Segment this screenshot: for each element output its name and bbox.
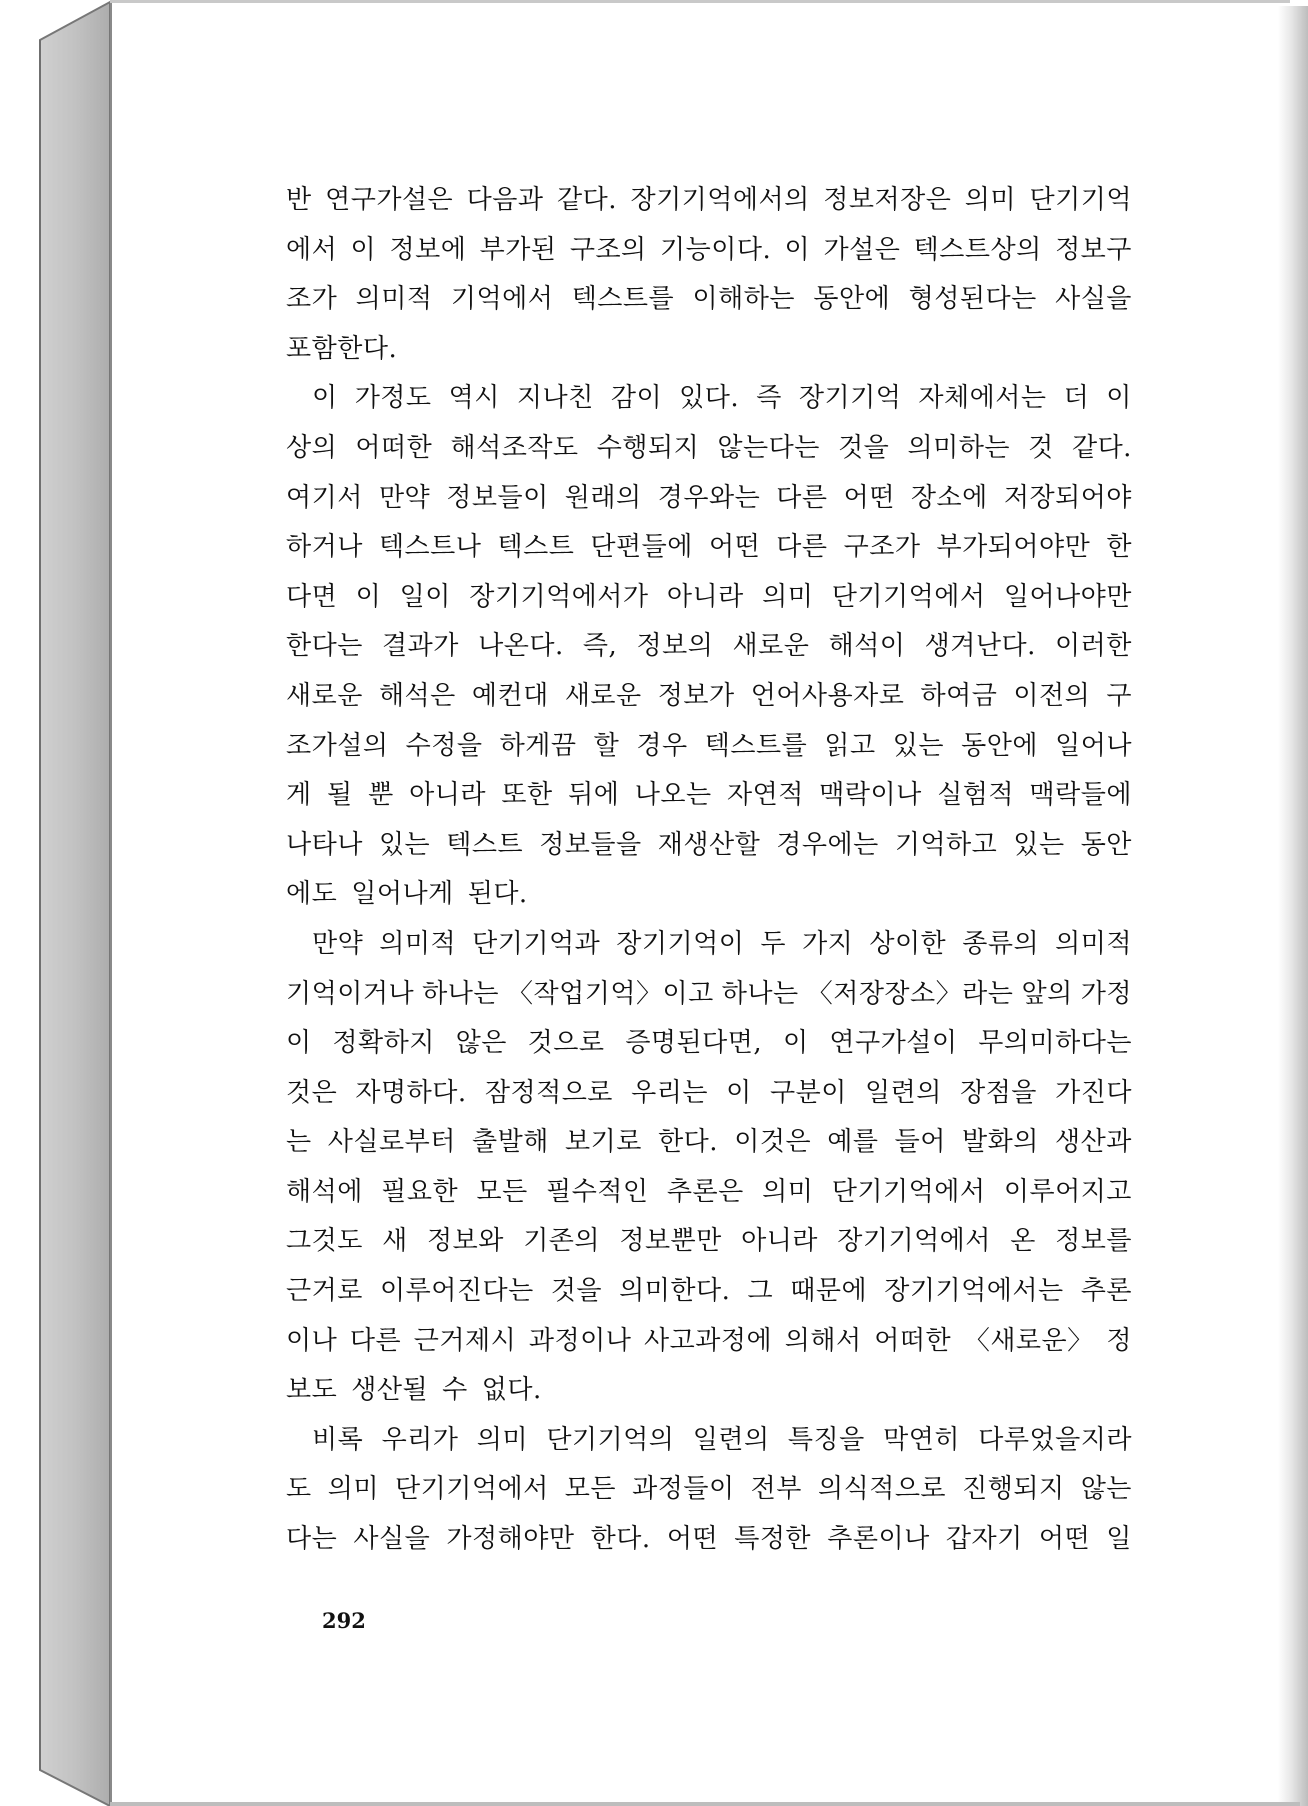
word: 정보들이 bbox=[446, 482, 549, 513]
word: 의미 bbox=[762, 581, 814, 612]
word: 어떤 bbox=[1038, 1524, 1091, 1555]
word: 것 bbox=[1028, 432, 1054, 463]
word: 일어나야만 bbox=[1003, 581, 1132, 612]
word: 새 bbox=[382, 1226, 408, 1257]
word: 즉, bbox=[582, 631, 618, 662]
word: 그 bbox=[747, 1276, 774, 1307]
word: 어떠한 bbox=[874, 1325, 952, 1356]
word: 의미한다. bbox=[619, 1276, 731, 1307]
word: 해석에 bbox=[286, 1176, 363, 1207]
text-line bbox=[286, 1267, 1132, 1317]
word: 나오는 bbox=[634, 780, 712, 811]
word: 맥락들에 bbox=[1029, 780, 1132, 811]
text-line bbox=[286, 1118, 1132, 1168]
word: 도 bbox=[286, 1474, 312, 1505]
word: 우리는 bbox=[631, 1077, 708, 1108]
word: 에도 bbox=[286, 879, 338, 910]
word: 보도 bbox=[286, 1375, 338, 1406]
word: 가진다 bbox=[1055, 1077, 1132, 1108]
word: 된다. bbox=[467, 879, 528, 910]
text-line bbox=[286, 672, 1132, 722]
word: 과정들이 bbox=[632, 1474, 735, 1505]
word: 우리가 bbox=[381, 1424, 459, 1455]
word: 텍스트 bbox=[497, 532, 575, 563]
word: 해석은 bbox=[378, 680, 456, 711]
page-bottom-edge bbox=[110, 1802, 1300, 1806]
text-line bbox=[286, 523, 1132, 573]
word: 사실로부터 bbox=[327, 1127, 456, 1158]
word: 만약 bbox=[378, 482, 431, 513]
word: 동안 bbox=[1080, 829, 1132, 860]
word: 이 bbox=[726, 1077, 752, 1108]
word: 동안에 bbox=[961, 730, 1038, 761]
word: 뿐 bbox=[368, 780, 394, 811]
word: 정보의 bbox=[636, 631, 714, 662]
word: 게 bbox=[286, 780, 312, 811]
word: 다음과 bbox=[466, 185, 544, 215]
word: 의미 bbox=[762, 1176, 814, 1207]
word: 장소에 bbox=[910, 482, 988, 513]
word: 자명하다. bbox=[355, 1077, 467, 1108]
word: 새로운 bbox=[286, 680, 363, 711]
word: 정보들을 bbox=[539, 829, 642, 860]
word: 반 bbox=[286, 185, 312, 215]
word: 있는 bbox=[378, 829, 431, 860]
word: 사실을 bbox=[1055, 284, 1132, 315]
word: 하나는 bbox=[721, 978, 799, 1009]
word: 의미적 bbox=[379, 928, 457, 959]
word: 역시 bbox=[448, 383, 500, 414]
word: 기존의 bbox=[523, 1226, 601, 1257]
word: 단편들에 bbox=[590, 532, 693, 563]
word: 전부 bbox=[750, 1474, 802, 1505]
word: 이 bbox=[784, 234, 811, 265]
word: 맥락이나 bbox=[819, 780, 922, 811]
word: 생산과 bbox=[1055, 1127, 1132, 1158]
word: 근거로 bbox=[286, 1276, 363, 1307]
word: 아니라 bbox=[409, 780, 486, 811]
word: 예컨대 bbox=[471, 680, 549, 711]
word: 상이한 bbox=[869, 928, 947, 959]
word: 발화의 bbox=[962, 1127, 1039, 1158]
word: 한다는 bbox=[286, 631, 363, 662]
word: 의해서 bbox=[784, 1325, 862, 1356]
text-line bbox=[286, 1317, 1132, 1367]
word: 필요한 bbox=[381, 1176, 459, 1207]
word: 보기로 bbox=[565, 1127, 642, 1158]
word: 상의 bbox=[286, 432, 338, 463]
word: 정보저장은 bbox=[823, 185, 952, 215]
word: 또한 bbox=[501, 780, 553, 811]
word: 될 bbox=[327, 780, 353, 811]
word: 자체에서는 bbox=[918, 383, 1047, 414]
word: 정확하지 bbox=[332, 1028, 435, 1059]
word: 조가설의 bbox=[286, 730, 389, 761]
word: 자연적 bbox=[727, 780, 804, 811]
text-line bbox=[286, 1366, 1132, 1416]
word: 추론 bbox=[1080, 1276, 1132, 1307]
word: 수정을 bbox=[405, 730, 483, 761]
word: 들어 bbox=[894, 1127, 946, 1158]
word: 조가 bbox=[286, 284, 338, 315]
word: 필수적인 bbox=[546, 1176, 649, 1207]
word: 이것은 bbox=[734, 1127, 812, 1158]
word: 것으로 bbox=[527, 1028, 605, 1059]
word: 사실을 bbox=[353, 1524, 431, 1555]
word: 수행되지 bbox=[596, 432, 700, 463]
text-line bbox=[286, 1069, 1132, 1119]
word: 수 bbox=[442, 1375, 468, 1406]
word: 예를 bbox=[827, 1127, 879, 1158]
word: 가지 bbox=[802, 928, 854, 959]
word: 가정해야만 bbox=[446, 1524, 575, 1555]
word: 않는 bbox=[1080, 1474, 1132, 1505]
word: 특정한 bbox=[734, 1524, 812, 1555]
text-line bbox=[286, 1019, 1132, 1069]
word: 어떠한 bbox=[355, 432, 433, 463]
word: 있는 bbox=[892, 730, 944, 761]
word: 때문에 bbox=[790, 1276, 868, 1307]
word: 장기기억 bbox=[798, 383, 902, 414]
word: 것을 bbox=[838, 432, 890, 463]
word: 의미적 bbox=[1055, 928, 1132, 959]
word: 구조가 bbox=[843, 532, 921, 563]
word: 지나친 bbox=[516, 383, 594, 414]
word: 더 bbox=[1063, 383, 1090, 414]
word: 증명된다면, bbox=[625, 1028, 763, 1059]
word: 단기기억의 bbox=[546, 1424, 675, 1455]
word: 가정 bbox=[1080, 978, 1132, 1009]
word: 부가되어야만 bbox=[936, 532, 1091, 563]
word: 의미하는 bbox=[907, 432, 1010, 463]
word: 나온다. bbox=[478, 631, 564, 662]
word: 다면 bbox=[286, 581, 338, 612]
word: 과정이나 bbox=[528, 1325, 632, 1356]
word: 가설은 bbox=[823, 234, 901, 265]
word: 다는 bbox=[286, 1524, 338, 1555]
word: 정보에 bbox=[389, 234, 467, 265]
word: 생겨난다. bbox=[924, 631, 1036, 662]
text-line bbox=[286, 970, 1132, 1020]
word: 그것도 bbox=[286, 1226, 363, 1257]
word: 여기서 bbox=[286, 482, 363, 513]
word: 단기기억 bbox=[1029, 185, 1132, 215]
word: 이해하는 bbox=[692, 284, 795, 315]
word: 〈작업기억〉이고 bbox=[507, 978, 714, 1009]
word: 텍스트상의 bbox=[913, 234, 1042, 265]
word: 이 bbox=[355, 581, 382, 612]
word: 모든 bbox=[476, 1176, 528, 1207]
word: 구 bbox=[1106, 680, 1132, 711]
word: 에서 bbox=[286, 234, 338, 265]
word: 앞의 bbox=[1021, 978, 1073, 1009]
word: 정 bbox=[1106, 1325, 1132, 1356]
text-line bbox=[286, 1416, 1132, 1466]
word: 의미 bbox=[327, 1474, 379, 1505]
word: 장기기억에서 bbox=[837, 1226, 991, 1257]
text-line bbox=[286, 771, 1132, 821]
word: 정보를 bbox=[1055, 1226, 1132, 1257]
word: 〈새로운〉 bbox=[963, 1325, 1094, 1356]
text-line bbox=[286, 1515, 1132, 1565]
word: 다른 bbox=[776, 482, 828, 513]
word: 무의미하다는 bbox=[978, 1028, 1132, 1059]
word: 있다. bbox=[679, 383, 740, 414]
word: 한다. bbox=[658, 1127, 719, 1158]
word: 장기기억에서의 bbox=[630, 185, 810, 215]
word: 읽고 bbox=[824, 730, 876, 761]
text-line bbox=[286, 226, 1132, 276]
word: 나타나 bbox=[286, 829, 363, 860]
word: 의미 bbox=[964, 185, 1017, 215]
word: 뒤에 bbox=[568, 780, 620, 811]
word: 장기기억에서가 bbox=[469, 581, 649, 612]
word: 는 bbox=[286, 1127, 312, 1158]
word: 것을 bbox=[550, 1276, 603, 1307]
word: 다루었을지라 bbox=[978, 1424, 1132, 1455]
word: 이루어지고 bbox=[1003, 1176, 1132, 1207]
text-line bbox=[286, 722, 1132, 772]
word: 기억하고 bbox=[894, 829, 998, 860]
word: 텍스트를 bbox=[704, 730, 808, 761]
word: 하거나 bbox=[286, 532, 363, 563]
word: 의미적 bbox=[355, 284, 433, 315]
word: 이루어진다는 bbox=[379, 1276, 534, 1307]
word: 다른 bbox=[349, 1325, 402, 1356]
word: 연구가설이 bbox=[829, 1028, 958, 1059]
word: 부가된 bbox=[479, 234, 557, 265]
word: 이 bbox=[286, 1028, 312, 1059]
word: 텍스트 bbox=[446, 829, 524, 860]
word: 감이 bbox=[610, 383, 663, 414]
word: 두 bbox=[760, 928, 787, 959]
word: 아니라 bbox=[666, 581, 744, 612]
word: 하여금 bbox=[920, 680, 998, 711]
word: 구조의 bbox=[569, 234, 647, 265]
word: 이 bbox=[1106, 383, 1132, 414]
word: 일어나게 bbox=[351, 879, 454, 910]
text-line bbox=[286, 573, 1132, 623]
word: 일이 bbox=[399, 581, 451, 612]
word: 한다. bbox=[590, 1524, 651, 1555]
page-number: 292 bbox=[322, 1608, 366, 1633]
word: 비록 bbox=[312, 1424, 364, 1455]
word: 없다. bbox=[481, 1375, 542, 1406]
book-spine bbox=[0, 0, 120, 1806]
word: 것은 bbox=[286, 1077, 338, 1108]
word: 이러한 bbox=[1055, 631, 1132, 662]
word: 단기기억에서 bbox=[395, 1474, 549, 1505]
text-line bbox=[286, 870, 1132, 920]
word: 일어나 bbox=[1055, 730, 1132, 761]
word: 언어사용자로 bbox=[750, 680, 905, 711]
word: 같다. bbox=[556, 185, 617, 215]
word: 장기기억에서는 bbox=[884, 1276, 1064, 1307]
body-text bbox=[286, 176, 1132, 1565]
word: 진행되지 bbox=[962, 1474, 1065, 1505]
word: 막연히 bbox=[883, 1424, 960, 1455]
word: 이 bbox=[782, 1028, 809, 1059]
word: 할 bbox=[593, 730, 620, 761]
word: 포함한다. bbox=[286, 333, 398, 364]
word: 경우에는 bbox=[776, 829, 879, 860]
word: 실험적 bbox=[937, 780, 1015, 811]
word: 잠정적으로 bbox=[484, 1077, 613, 1108]
word: 의식적으로 bbox=[817, 1474, 947, 1505]
word: 경우 bbox=[636, 730, 688, 761]
word: 의미 bbox=[476, 1424, 528, 1455]
word: 기억에서 bbox=[450, 284, 554, 315]
word: 어떤 bbox=[708, 532, 761, 563]
word: 기억이거나 bbox=[286, 978, 415, 1009]
word: 추론이나 bbox=[827, 1524, 930, 1555]
word: 이 bbox=[312, 383, 338, 414]
word: 않는다는 bbox=[717, 432, 820, 463]
word: 온 bbox=[1010, 1226, 1036, 1257]
word: 만약 bbox=[312, 928, 364, 959]
word: 이 bbox=[350, 234, 377, 265]
word: 일 bbox=[1106, 1524, 1132, 1555]
word: 단기기억에서 bbox=[831, 1176, 986, 1207]
word: 이나 bbox=[286, 1325, 338, 1356]
word: 경우와는 bbox=[657, 482, 761, 513]
text-line bbox=[286, 474, 1132, 524]
word: 한 bbox=[1106, 532, 1132, 563]
word: 종류의 bbox=[962, 928, 1040, 959]
text-line bbox=[286, 622, 1132, 672]
word: 정보가 bbox=[657, 680, 735, 711]
word: 근거제시 bbox=[413, 1325, 517, 1356]
word: 이전의 bbox=[1013, 680, 1091, 711]
word: 정보와 bbox=[427, 1226, 504, 1257]
text-line bbox=[286, 176, 1132, 226]
word: 아니라 bbox=[741, 1226, 818, 1257]
text-line bbox=[286, 1465, 1132, 1515]
text-line bbox=[286, 1217, 1132, 1267]
text-line bbox=[286, 374, 1132, 424]
word: 즉 bbox=[756, 383, 782, 414]
word: 특징을 bbox=[787, 1424, 865, 1455]
page-right-shadow bbox=[1278, 6, 1308, 1806]
word: 단기기억에서 bbox=[831, 581, 986, 612]
word: 새로운 bbox=[564, 680, 642, 711]
word: 모든 bbox=[564, 1474, 617, 1505]
word: 해석이 bbox=[828, 631, 906, 662]
word: 저장되어야 bbox=[1003, 482, 1132, 513]
word: 장점을 bbox=[960, 1077, 1037, 1108]
word: 원래의 bbox=[564, 482, 642, 513]
text-line bbox=[286, 821, 1132, 871]
text-line bbox=[286, 920, 1132, 970]
word: 하게끔 bbox=[499, 730, 577, 761]
text-line bbox=[286, 424, 1132, 474]
word: 어떤 bbox=[666, 1524, 719, 1555]
word: 텍스트나 bbox=[378, 532, 482, 563]
word: 장기기억이 bbox=[616, 928, 745, 959]
word: 않은 bbox=[455, 1028, 507, 1059]
word: 하나는 bbox=[422, 978, 499, 1009]
word: 〈저장장소〉라는 bbox=[806, 978, 1014, 1009]
word: 기능이다. bbox=[660, 234, 772, 265]
word: 새로운 bbox=[732, 631, 810, 662]
word: 있는 bbox=[1013, 829, 1065, 860]
word: 일련의 bbox=[692, 1424, 770, 1455]
word: 연구가설은 bbox=[325, 185, 454, 215]
text-line bbox=[286, 1168, 1132, 1218]
word: 정보구 bbox=[1055, 234, 1132, 265]
word: 정보뿐만 bbox=[619, 1226, 722, 1257]
text-line bbox=[286, 325, 1132, 375]
word: 일련의 bbox=[865, 1077, 942, 1108]
word: 결과가 bbox=[382, 631, 459, 662]
word: 어떤 bbox=[843, 482, 895, 513]
word: 출발해 bbox=[472, 1127, 549, 1158]
word: 다른 bbox=[776, 532, 828, 563]
word: 동안에 bbox=[813, 284, 891, 315]
word: 단기기억과 bbox=[472, 928, 601, 959]
word: 해석조작도 bbox=[450, 432, 579, 463]
word: 생산될 bbox=[351, 1375, 429, 1406]
word: 구분이 bbox=[769, 1077, 847, 1108]
word: 사고과정에 bbox=[644, 1325, 773, 1356]
word: 추론은 bbox=[666, 1176, 744, 1207]
word: 텍스트를 bbox=[571, 284, 675, 315]
word: 같다. bbox=[1071, 432, 1132, 463]
word: 형성된다는 bbox=[908, 284, 1037, 315]
word: 갑자기 bbox=[945, 1524, 1023, 1555]
text-line bbox=[286, 275, 1132, 325]
word: 재생산할 bbox=[657, 829, 761, 860]
word: 가정도 bbox=[354, 383, 432, 414]
